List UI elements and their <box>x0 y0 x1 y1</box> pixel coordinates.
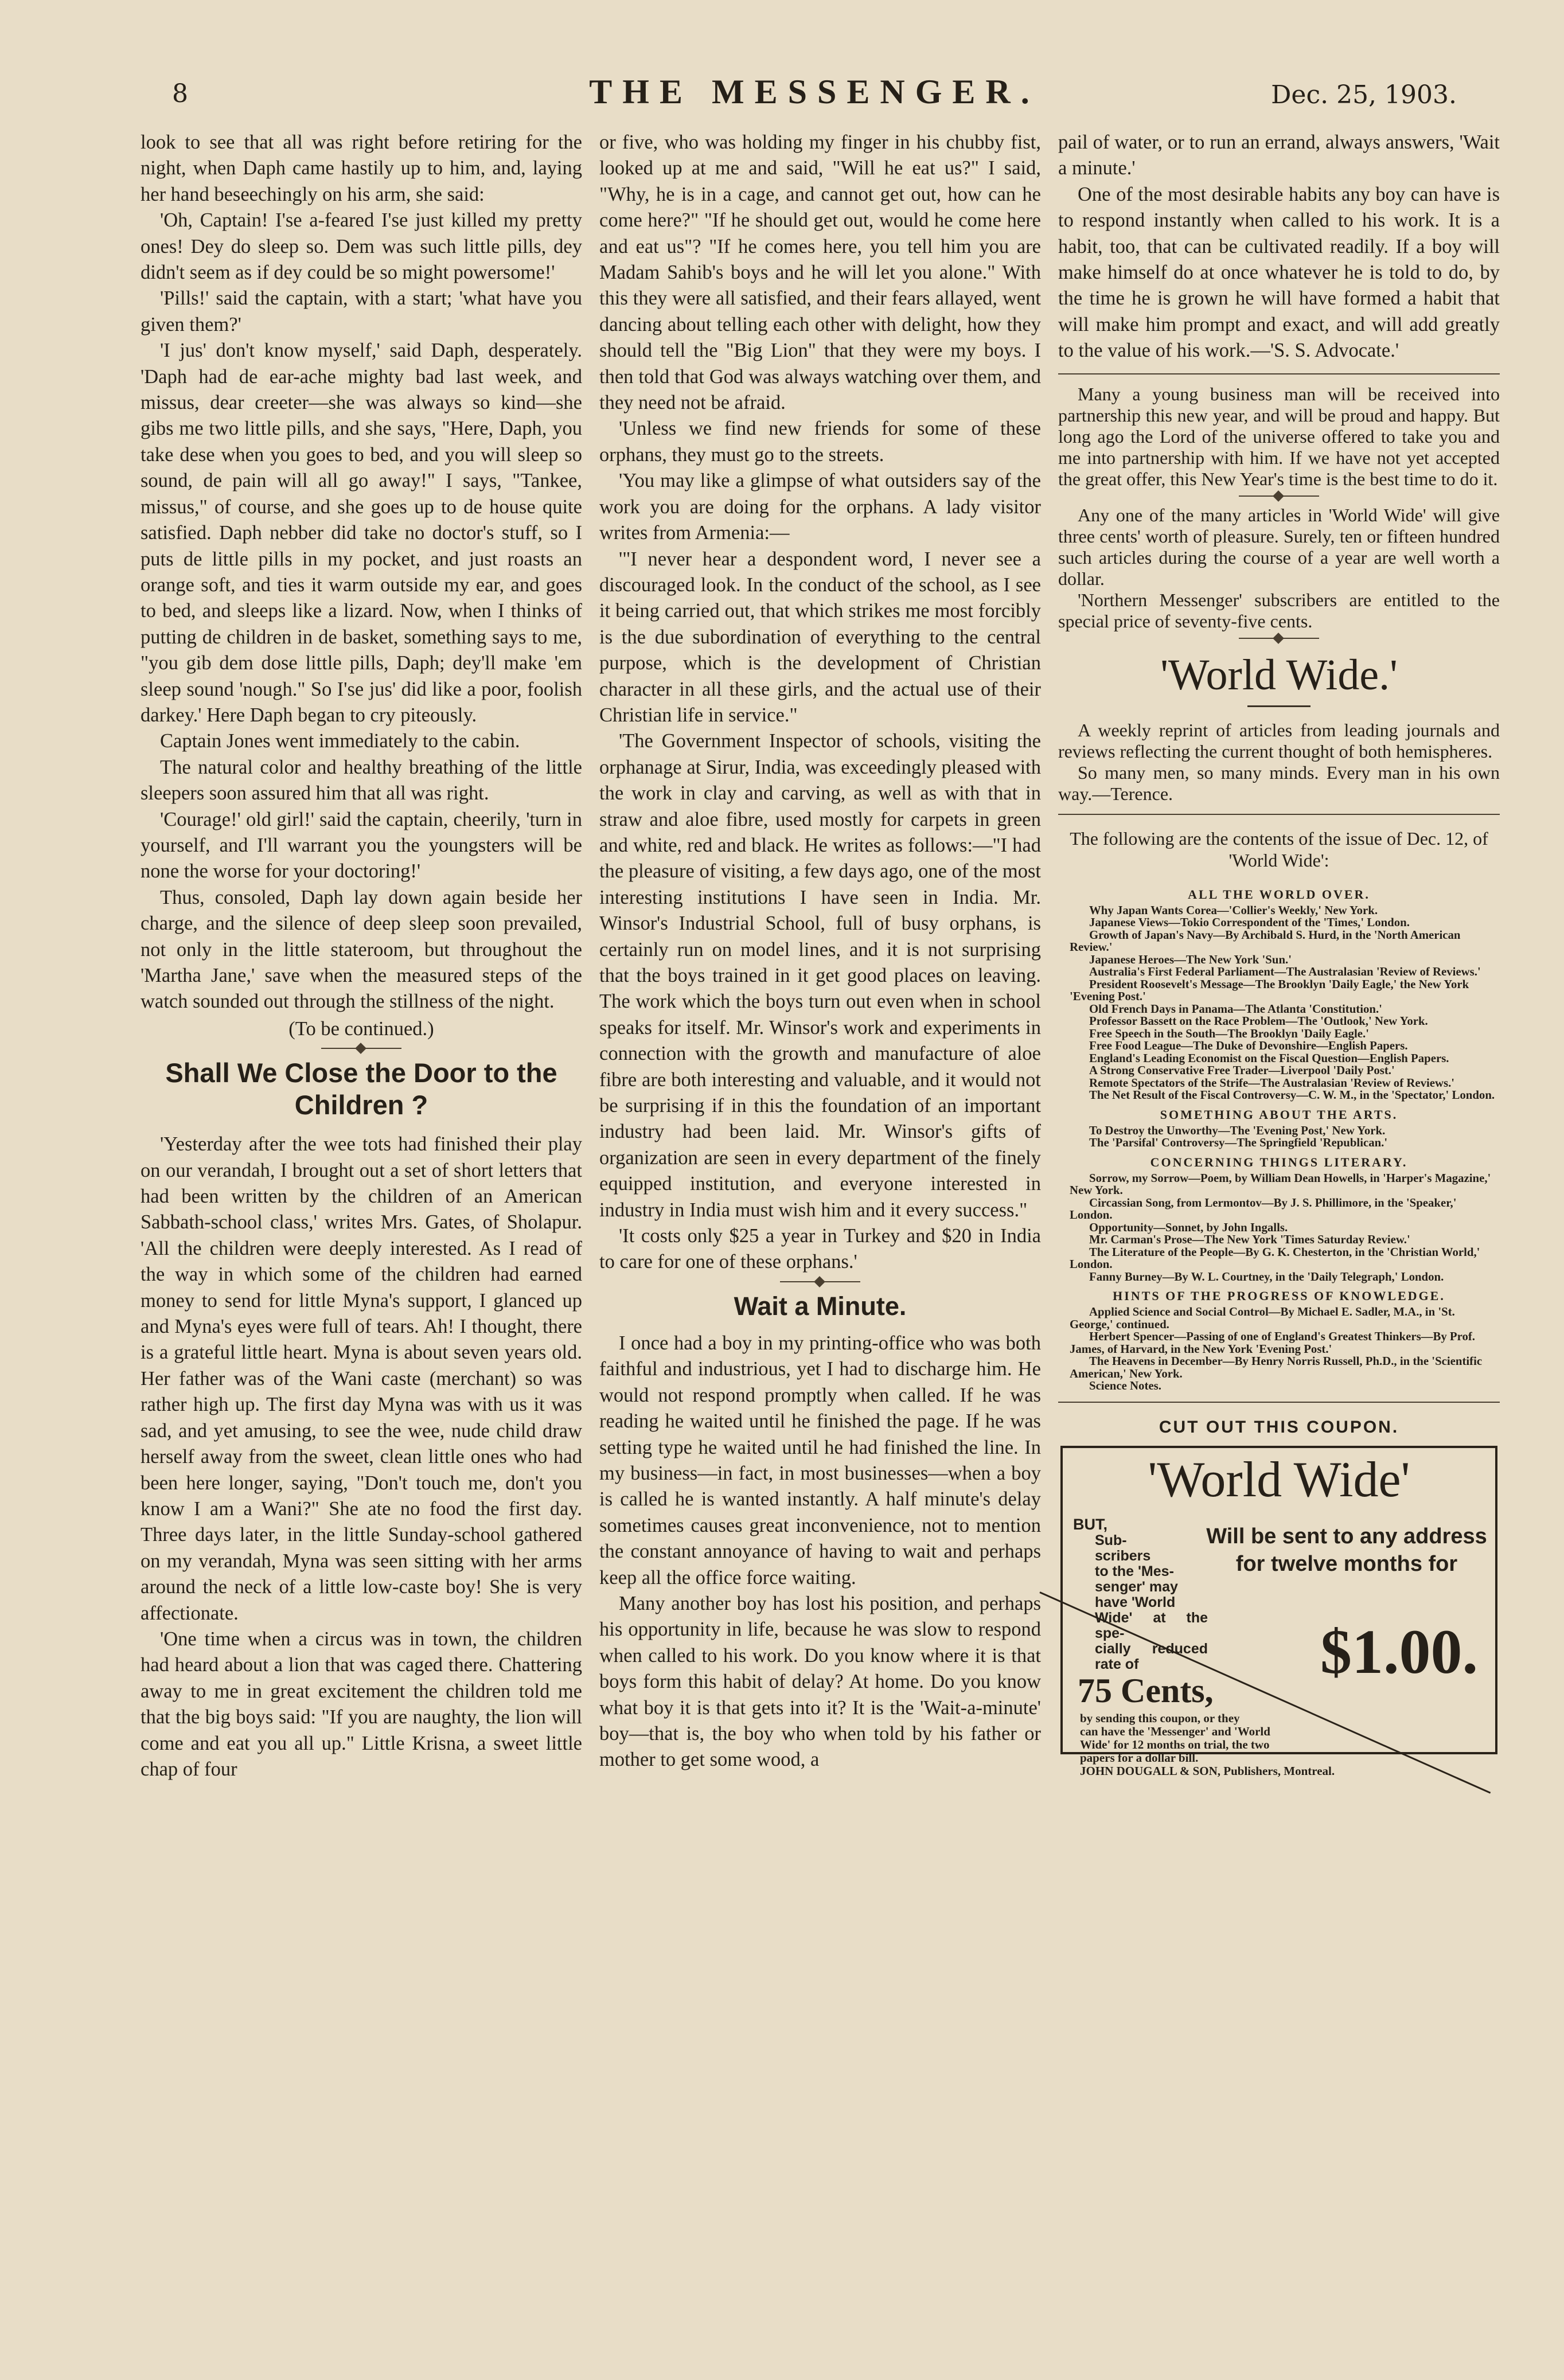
paragraph: '"I never hear a despondent word, I never see a discouraged look. In the conduct of the school, as I see it being carried out, that which strikes me most forcibly is the due subordination of everything to the central purpose, which is the development of Christian character in all these girls, and the actual use of their Christian life in service." <box>599 548 1041 726</box>
coupon-offer-text: Will be sent to any address for twelve months for <box>1206 1524 1487 1577</box>
section-heading: ALL THE WORLD OVER. <box>1188 887 1370 902</box>
contents-entry: Why Japan Wants Corea—'Collier's Weekly,' New York. <box>1089 903 1378 917</box>
to-be-continued: (To be continued.) <box>288 1017 434 1040</box>
subscription-coupon[interactable] <box>1060 1446 1497 1778</box>
divider-line <box>1058 373 1500 374</box>
article-title: Wait a Minute. <box>734 1291 907 1321</box>
coupon-publisher: JOHN DOUGALL & SON, Publishers, Montreal. <box>1080 1764 1335 1778</box>
coupon-line: Wide' for 12 months on trial, the two <box>1080 1738 1270 1752</box>
section-heading: CONCERNING THINGS LITERARY. <box>1150 1154 1408 1169</box>
paragraph: 'Pills!' said the captain, with a start; 'what have you given them?' <box>141 287 582 335</box>
contents-entry: Circassian Song, from Lermontov—By J. S. Phillimore, in the 'Speaker,' London. <box>1070 1196 1457 1222</box>
divider-ornament <box>1239 638 1319 639</box>
contents-entry: The Heavens in December—By Henry Norris Russell, Ph.D., in the 'Scientific American,' New York. <box>1070 1355 1483 1380</box>
column-1 <box>141 130 582 2361</box>
paragraph: or five, who was holding my finger in his chubby fist, looked up at me and said, "Will he eat us?" I said, "Why, he is in a cage, and cannot get out, how can he come here?" "If he should get out, would he come here and eat us"? "If he comes here, you tell him you are Madam Sahib's boys and he will let you alone." With this they were all satisfied, and their fears allayed, went dancing about telling each other with delight, how they should tell the "Big Lion" that they were my boys. I then told that God was always watching over them, and they need not be afraid. <box>599 131 1041 414</box>
masthead: THE MESSENGER. <box>589 73 1040 111</box>
contents-entry: Remote Spectators of the Strife—The Australasian 'Review of Reviews.' <box>1089 1076 1455 1090</box>
paragraph: Many another boy has lost his position, and perhaps his opportunity in life, because he was slow to respond when called to his work. Do you know where it is that boys form this habit of delay? At home. Do you know what boy it is that gets into it? It is the 'Wait-a-minute' boy—that is, the boy who when told by his father or mother to get some wood, a <box>599 1592 1041 1771</box>
contents-entry: The Net Result of the Fiscal Controversy—C. W. M., in the 'Spectator,' London. <box>1089 1088 1495 1102</box>
contents-entry: Opportunity—Sonnet, by John Ingalls. <box>1089 1220 1288 1234</box>
article-title: Shall We Close the Door to the Children ? <box>165 1058 557 1121</box>
coupon-line: to the 'Mes- <box>1095 1563 1174 1580</box>
paragraph: Any one of the many articles in 'World Wide' will give three cents' worth of pleasure. Surely, ten or fifteen hundred such articles during the course of a year are well worth a dollar. <box>1058 504 1500 589</box>
contents-list <box>1058 886 1500 1392</box>
coupon-line: have 'World <box>1095 1594 1176 1611</box>
coupon-title: 'World Wide' <box>1148 1452 1410 1508</box>
coupon-line: Wide' at the spe- <box>1095 1610 1208 1642</box>
section-heading: SOMETHING ABOUT THE ARTS. <box>1160 1107 1398 1122</box>
page-number: 8 <box>172 79 188 108</box>
paragraph: One of the most desirable habits any boy can have is to respond instantly when called to his work. It is a habit, too, that can be cultivated readily. If a boy will make himself do at once whatever he is told to do, by the time he is grown he will have formed a habit that will make him prompt and exact, and will add greatly to the value of his work.—'S. S. Advocate.' <box>1058 183 1500 362</box>
coupon-line: scribers <box>1095 1548 1151 1564</box>
contents-entry: Free Speech in the South—The Brooklyn 'Daily Eagle.' <box>1089 1027 1369 1040</box>
divider-ornament <box>1239 495 1319 497</box>
divider-line <box>1247 705 1311 707</box>
paragraph: pail of water, or to run an errand, always answers, 'Wait a minute.' <box>1058 131 1500 180</box>
paragraph: Many a young business man will be received into partnership this new year, and will be proud and happy. But long ago the Lord of the universe offered to take you and me into partnership with him. If we have not yet accepted the great offer, this New Year's time is the best time to do it. <box>1058 383 1500 489</box>
paragraph: 'Oh, Captain! I'se a-feared I'se just killed my pretty ones! Dey do sleep so. Dem was such little pills, dey didn't seem as if dey could be so might powersome!' <box>141 209 582 284</box>
coupon-but: BUT, <box>1073 1516 1107 1534</box>
column-2 <box>599 130 1041 2361</box>
contents-entry: Australia's First Federal Parliament—The Australasian 'Review of Reviews.' <box>1089 965 1481 979</box>
paragraph: 'I jus' don't know myself,' said Daph, desperately. 'Daph had de ear-ache mighty bad last week, and missus, dear creeter—she was always so kind—she gibs me two little pills, and she says, "Here, Daph, you take dese when you goes to bed, and you will sleep so sound, de pain will all go away!" I says, "Tankee, missus," of course, and she goes up to de house quite satisfied. Daph nebber did take no doctor's stuff, so I puts de little pills in my pocket, and just roasts an orange soft, and ties it warm outside my ear, and goes to bed, and sleeps like a lizard. Now, when I thinks of putting de children in de basket, something says to me, "you gib dem dose little pills, Daph; dey'll make 'em sleep sound 'nough." So I'se jus' did like a poor, foolish darkey.' Here Daph began to cry piteously. <box>141 340 582 726</box>
contents-entry: Applied Science and Social Control—By Michael E. Sadler, M.A., in 'St. George,' continued. <box>1070 1305 1455 1331</box>
paragraph: 'You may like a glimpse of what outsiders say of the work you are doing for the orphans. A lady visitor writes from Armenia:— <box>599 470 1041 544</box>
contents-entry: The 'Parsifal' Controversy—The Springfield 'Republican.' <box>1089 1136 1388 1150</box>
contents-entry: England's Leading Economist on the Fiscal Question—English Papers. <box>1089 1051 1449 1065</box>
paragraph: I once had a boy in my printing-office who was both faithful and industrious, yet I had to discharge him. He would not respond promptly when called. If he was reading he waited until he finished the page. If he was setting type he waited until he had finished the line. In my business—in fact, in most businesses—when a boy is called he is wanted instantly. A half minute's delay sometimes causes great inconvenience, not to mention the constant annoyance of having to wait and perhaps keep all the office force waiting. <box>599 1332 1041 1589</box>
coupon-line: Sub- <box>1095 1532 1127 1549</box>
contents-entry: A Strong Conservative Free Trader—Liverpool 'Daily Post.' <box>1089 1064 1395 1078</box>
coupon-line: can have the 'Messenger' and 'World <box>1080 1724 1270 1739</box>
divider-ornament <box>321 1048 401 1049</box>
paragraph: The natural color and healthy breathing of the little sleepers soon assured him that all was right. <box>141 756 582 805</box>
paragraph: A weekly reprint of articles from leading journals and reviews reflecting the current thought of both hemispheres. <box>1058 719 1500 762</box>
paragraph: 'Courage!' old girl!' said the captain, cheerily, 'turn in yourself, and I'll warrant you the youngsters will be none the worse for your doctoring!' <box>141 808 582 883</box>
coupon-subscriber-text <box>1073 1517 1208 1672</box>
contents-entry: Fanny Burney—By W. L. Courtney, in the 'Daily Telegraph,' London. <box>1089 1270 1444 1283</box>
coupon-price: $1.00. <box>1320 1617 1478 1687</box>
coupon-fine-print <box>1080 1712 1481 1778</box>
coupon-line: cially reduced rate of <box>1095 1641 1208 1673</box>
contents-entry: Science Notes. <box>1089 1379 1161 1393</box>
paragraph: 'The Government Inspector of schools, visiting the orphanage at Sirur, India, was exceedingly pleased with the work in clay and carving, as well as with that in straw and aloe fibre, used mostly for carpets in green and white, red and black. He writes as follows:—"I had the pleasure of visiting, a few days ago, one of the most interesting institutions I have seen in India. Mr. Winsor's Industrial School, full of busy orphans, is certainly run on model lines, and it is not surprising that the boys trained in it get good places on leaving. The work which the boys turn out even when in school speaks for itself. Mr. Winsor's work and experiments in connection with the growth and manufacture of aloe fibre are both interesting and valuable, and it would not be surprising if in this the foundation of an important industry had been laid. Mr. Winsor's gifts of organization are seen in every department of the finely equipped institution, and everyone interested in industry in India must wish him and it every success." <box>599 730 1041 1221</box>
divider-ornament <box>780 1281 860 1282</box>
contents-entry: Professor Bassett on the Race Problem—The 'Outlook,' New York. <box>1089 1015 1428 1028</box>
contents-entry: Old French Days in Panama—The Atlanta 'Constitution.' <box>1089 1002 1382 1016</box>
page-header <box>172 68 1457 114</box>
contents-entry: Herbert Spencer—Passing of one of England's Greatest Thinkers—By Prof. James, of Harvard, in the New York 'Evening Post.' <box>1070 1330 1476 1356</box>
paragraph: 'Yesterday after the wee tots had finished their play on our verandah, I brought out a set of short letters that had been written by the children of an American Sabbath-school class,' writes Mrs. Gates, of Sholapur. 'All the children were deeply interested. As I read of the way in which some of the children had earned money to send for little Myna's support, I glanced up and Myna's eyes were full of tears. Ah! I thought, there is a grateful little heart. Myna is about seven years old. Her father was of the Wani caste (merchant) so was rather high up. The first day Myna was with us it was sad, and yet amusing, to see the wee, nude child draw herself away from the sweet, clean little ones who had been here longer, saying, "Don't touch me, don't you know I am a Wani?" She ate no food the first day. Three days later, in the little Sunday-school gathered on my verandah, Myna was seen sitting with her arms around the neck of a little low-caste boy! She is very affectionate. <box>141 1133 582 1624</box>
contents-entry: Free Food League—The Duke of Devonshire—English Papers. <box>1089 1039 1408 1053</box>
contents-entry: Japanese Views—Tokio Correspondent of the 'Times,' London. <box>1089 916 1410 930</box>
coupon-line: papers for a dollar bill. <box>1080 1751 1199 1765</box>
divider-line <box>1058 1402 1500 1403</box>
paragraph: Thus, consoled, Daph lay down again beside her charge, and the silence of deep sleep soon prevailed, not only in the little stateroom, but throughout the 'Martha Jane,' save when the measured steps of the watch sounded out through the stillness of the night. <box>141 886 582 1013</box>
coupon-line: by sending this coupon, or they <box>1080 1711 1240 1726</box>
issue-date: Dec. 25, 1903. <box>1271 80 1457 110</box>
world-wide-title: 'World Wide.' <box>1160 650 1398 699</box>
section-heading: HINTS OF THE PROGRESS OF KNOWLEDGE. <box>1113 1289 1445 1304</box>
contents-entry: To Destroy the Unworthy—The 'Evening Post,' New York. <box>1089 1123 1386 1137</box>
paragraph: Captain Jones went immediately to the cabin. <box>160 730 520 752</box>
divider-line <box>1058 814 1500 815</box>
contents-entry: Growth of Japan's Navy—By Archibald S. Hurd, in the 'North American Review.' <box>1070 928 1461 954</box>
contents-entry: Sorrow, my Sorrow—Poem, by William Dean Howells, in 'Harper's Magazine,' New York. <box>1070 1171 1491 1197</box>
paragraph: So many men, so many minds. Every man in his own way.—Terence. <box>1058 762 1500 804</box>
contents-entry: President Roosevelt's Message—The Brooklyn 'Daily Eagle,' the New York 'Evening Post.' <box>1070 977 1469 1004</box>
contents-intro: The following are the contents of the issue of Dec. 12, of 'World Wide': <box>1070 828 1488 871</box>
coupon-reduced-price: 75 Cents, <box>1078 1672 1214 1710</box>
coupon-heading: CUT OUT THIS COUPON. <box>1159 1417 1399 1437</box>
paragraph: look to see that all was right before retiring for the night, when Daph came hastily up to him, and, laying her hand beseechingly on his arm, she said: <box>141 131 582 205</box>
contents-entry: Mr. Carman's Prose—The New York 'Times Saturday Review.' <box>1089 1233 1410 1247</box>
contents-entry: The Literature of the People—By G. K. Chesterton, in the 'Christian World,' London. <box>1070 1245 1480 1271</box>
paragraph: 'Northern Messenger' subscribers are entitled to the special price of seventy-five cents. <box>1058 589 1500 631</box>
paragraph: 'It costs only $25 a year in Turkey and $20 in India to care for one of these orphans.' <box>599 1225 1041 1273</box>
paragraph: 'Unless we find new friends for some of these orphans, they must go to the streets. <box>599 418 1041 466</box>
coupon-line: senger' may <box>1095 1579 1178 1595</box>
column-3 <box>1058 130 1500 2361</box>
paragraph: 'One time when a circus was in town, the children had heard about a lion that was caged there. Chattering away to me in great excitement the children told me that the big boys said: "If you are naughty, the lion will come and eat you all up." Little Krisna, a sweet little chap of four <box>141 1628 582 1780</box>
contents-entry: Japanese Heroes—The New York 'Sun.' <box>1089 953 1292 966</box>
